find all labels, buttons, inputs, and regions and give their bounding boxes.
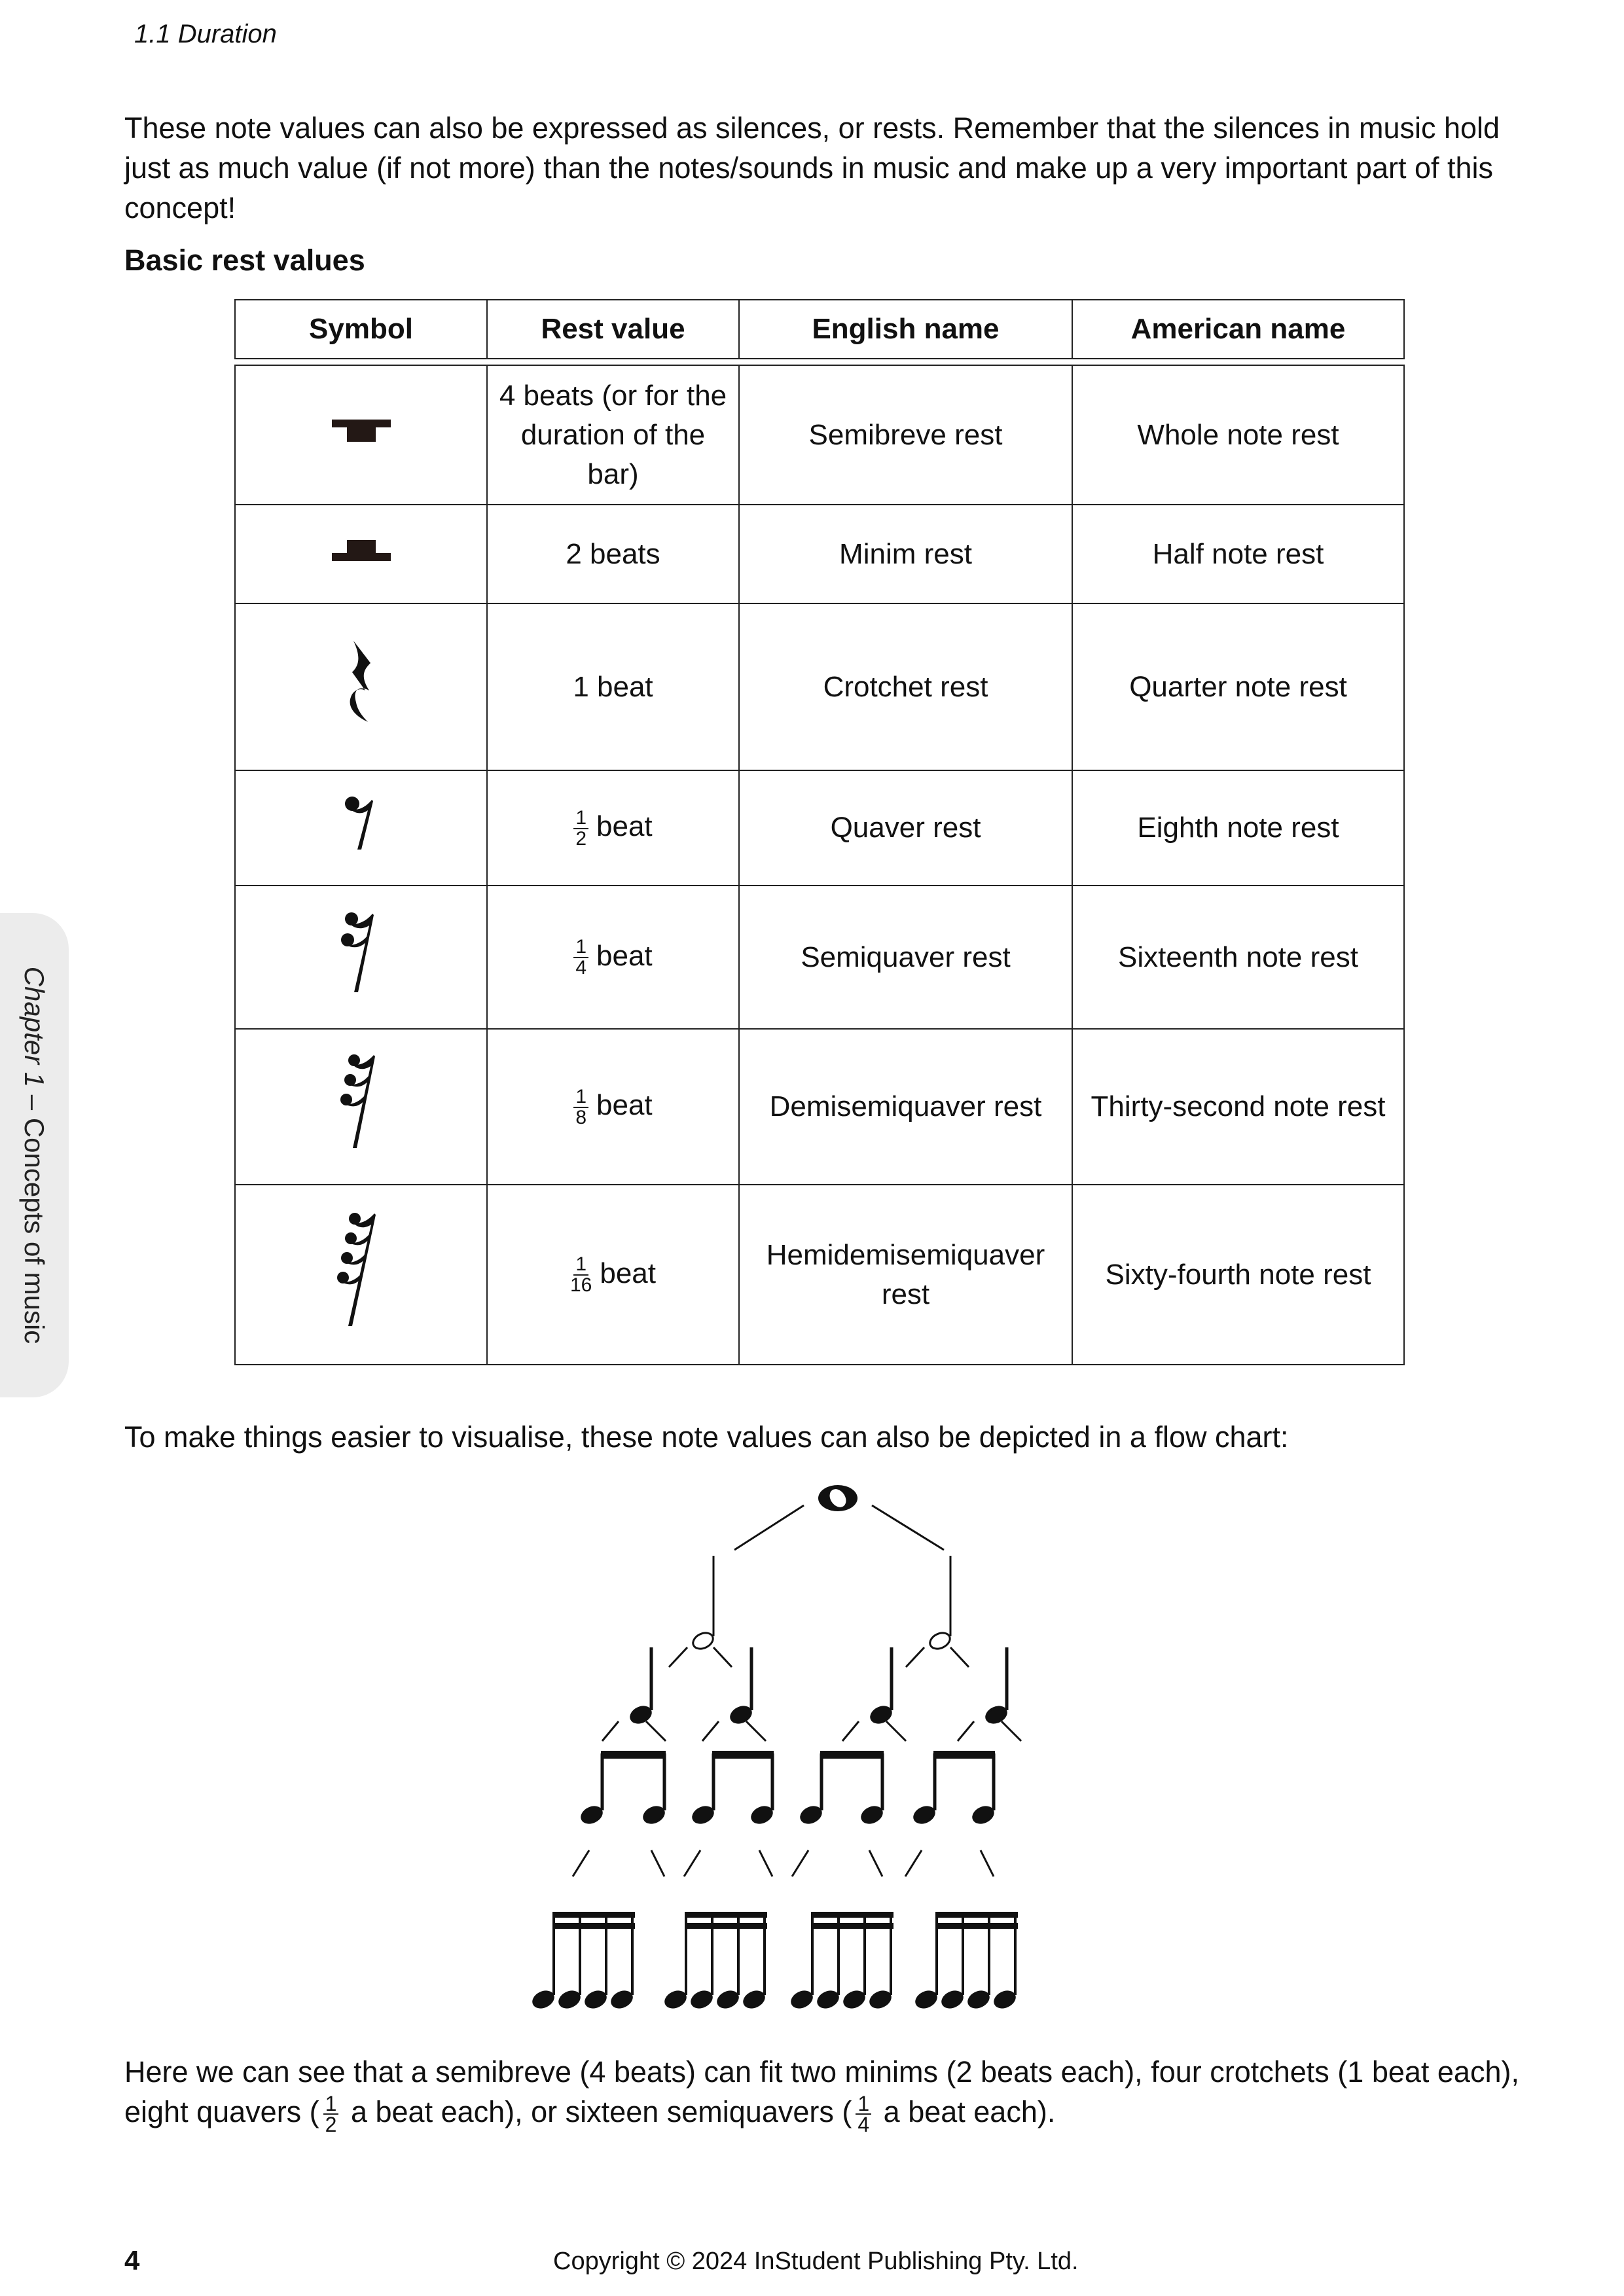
- english-name-cell: Minim rest: [738, 504, 1072, 603]
- intro-paragraph: These note values can also be expressed as silences, or rests. Remember that the silences in music hold just as much value (if not more) than the notes/sounds in music and make up a very important part of this concept!: [124, 111, 1500, 224]
- rest-value-cell: 2 beats: [486, 504, 738, 603]
- note-value-flowchart: [524, 1476, 1100, 2019]
- quaver-note-icon: [749, 1804, 774, 1825]
- beam: [685, 1912, 767, 1918]
- american-name-cell: Eighth note rest: [1072, 770, 1405, 885]
- minim-note-icon: [691, 1630, 715, 1651]
- connector-line: [950, 1647, 969, 1667]
- section-heading: Basic rest values: [124, 243, 365, 277]
- beam: [552, 1923, 635, 1929]
- beam: [935, 1923, 1018, 1929]
- connector-line: [906, 1647, 924, 1667]
- fraction-denominator: 2: [575, 827, 587, 850]
- fraction-numerator: 1: [573, 1255, 588, 1276]
- connector-line: [958, 1721, 974, 1741]
- quaver-note-icon: [799, 1804, 823, 1825]
- rest-value-unit: beat: [596, 810, 653, 843]
- beam: [685, 1923, 767, 1929]
- connector-line: [1001, 1721, 1021, 1741]
- quaver-note-icon: [579, 1804, 604, 1825]
- chapter-number: Chapter 1: [19, 966, 50, 1088]
- running-head: 1.1 Duration: [134, 20, 277, 48]
- connector-line: [981, 1850, 994, 1876]
- symbol-cell: [234, 770, 486, 885]
- column-header-symbol: Symbol: [234, 299, 486, 359]
- symbol-cell: [234, 504, 486, 603]
- connector-line: [886, 1721, 906, 1741]
- fraction: [573, 937, 588, 978]
- beam: [935, 1912, 1018, 1918]
- rest-values-table: [234, 299, 1405, 1365]
- english-name-cell: Semibreve rest: [738, 365, 1072, 504]
- semiquaver-note-icon: [816, 1988, 840, 2010]
- beam: [712, 1751, 774, 1759]
- table-row: [234, 885, 1405, 1028]
- column-header-english-name: English name: [738, 299, 1072, 359]
- chapter-separator: –: [19, 1087, 50, 1118]
- fraction-half: [323, 2092, 339, 2137]
- connector-line: [869, 1850, 882, 1876]
- semiquaver-note-icon: [689, 1988, 714, 2010]
- semiquaver-note-icon: [531, 1988, 556, 2010]
- semibreve-rest-icon: [329, 418, 394, 444]
- chapter-title: Concepts of music: [19, 1117, 50, 1344]
- fraction-quarter: [856, 2092, 871, 2137]
- symbol-cell: [234, 603, 486, 770]
- quaver-note-icon: [859, 1804, 884, 1825]
- english-name-cell: Semiquaver rest: [738, 885, 1072, 1028]
- american-name-cell: Thirty-second note rest: [1072, 1028, 1405, 1184]
- summary-part-1: Here we can see that a semibreve (4 beats) can fit two minims (2 beats each), four crotchets (1 beat each), eight quavers (: [124, 2055, 1519, 2128]
- rest-value-unit: beat: [596, 939, 653, 972]
- american-name-cell: Sixty-fourth note rest: [1072, 1184, 1405, 1365]
- beam: [552, 1912, 635, 1918]
- semiquaver-note-icon: [914, 1988, 939, 2010]
- column-header-american-name: American name: [1072, 299, 1405, 359]
- rest-value-cell: 4 beats (or for the duration of the bar): [486, 365, 738, 504]
- english-name-cell: Hemidemisemiquaver rest: [738, 1184, 1072, 1365]
- fraction-denominator: 2: [325, 2113, 337, 2137]
- fraction-denominator: 16: [569, 1274, 592, 1297]
- connector-line: [684, 1850, 700, 1876]
- minim-note-icon: [928, 1630, 952, 1651]
- connector-line: [842, 1721, 859, 1741]
- american-name-cell: Sixteenth note rest: [1072, 885, 1405, 1028]
- copyright: Copyright © 2024 InStudent Publishing Pty. Ltd.: [553, 2248, 1079, 2275]
- beam: [811, 1923, 893, 1929]
- connector-line: [602, 1721, 619, 1741]
- fraction-numerator: 1: [573, 1087, 588, 1108]
- minim-rest-icon: [329, 537, 394, 564]
- table-header-row: [234, 299, 1405, 359]
- summary-paragraph: [124, 2052, 1532, 2137]
- summary-part-3: a beat each).: [875, 2095, 1056, 2128]
- crotchet-rest-icon: [342, 639, 381, 725]
- fraction-numerator: 1: [573, 808, 588, 829]
- fraction: [570, 1255, 592, 1295]
- flowchart-intro: To make things easier to visualise, these note values can also be depicted in a flow chart:: [124, 1420, 1289, 1454]
- connector-line: [573, 1850, 589, 1876]
- fraction: [573, 808, 588, 849]
- quaver-note-icon: [641, 1804, 666, 1825]
- crotchet-note-icon: [869, 1704, 893, 1725]
- quaver-note-icon: [971, 1804, 996, 1825]
- crotchet-note-icon: [729, 1704, 753, 1725]
- fraction-denominator: 8: [575, 1106, 587, 1128]
- connector-line: [646, 1721, 666, 1741]
- beam: [820, 1751, 884, 1759]
- crotchet-note-icon: [984, 1704, 1009, 1725]
- connector-line: [702, 1721, 719, 1741]
- connector-line: [872, 1505, 944, 1550]
- demisemiquaver-rest-icon: [338, 1052, 384, 1151]
- fraction: [573, 1087, 588, 1128]
- connector-line: [746, 1721, 766, 1741]
- connector-line: [713, 1647, 732, 1667]
- table-row: [234, 1184, 1405, 1365]
- connector-line: [792, 1850, 808, 1876]
- american-name-cell: Quarter note rest: [1072, 603, 1405, 770]
- table-row: [234, 365, 1405, 504]
- connector-line: [669, 1647, 687, 1667]
- semiquaver-note-icon: [868, 1988, 893, 2010]
- beam: [811, 1912, 893, 1918]
- fraction-numerator: 1: [323, 2094, 339, 2115]
- beam: [601, 1751, 666, 1759]
- semiquaver-note-icon: [940, 1988, 965, 2010]
- fraction-numerator: 1: [856, 2094, 871, 2115]
- semiquaver-rest-icon: [338, 910, 384, 995]
- american-name-cell: Half note rest: [1072, 504, 1405, 603]
- connector-line: [651, 1850, 664, 1876]
- quaver-rest-icon: [342, 793, 381, 852]
- rest-value-cell: [486, 1028, 738, 1184]
- semiquaver-note-icon: [742, 1988, 767, 2010]
- table-row: [234, 504, 1405, 603]
- american-name-cell: Whole note rest: [1072, 365, 1405, 504]
- crotchet-note-icon: [628, 1704, 653, 1725]
- rest-value-cell: [486, 885, 738, 1028]
- symbol-cell: [234, 1184, 486, 1365]
- semiquaver-note-icon: [663, 1988, 688, 2010]
- connector-line: [759, 1850, 772, 1876]
- connector-line: [734, 1505, 804, 1550]
- quaver-note-icon: [691, 1804, 715, 1825]
- summary-part-2: a beat each), or sixteen semiquavers (: [342, 2095, 852, 2128]
- english-name-cell: Crotchet rest: [738, 603, 1072, 770]
- table-row: [234, 603, 1405, 770]
- table-row: [234, 1028, 1405, 1184]
- rest-value-cell: [486, 1184, 738, 1365]
- rest-value-unit: beat: [596, 1089, 653, 1122]
- symbol-cell: [234, 365, 486, 504]
- rest-value-unit: beat: [600, 1257, 656, 1289]
- symbol-cell: [234, 1028, 486, 1184]
- fraction-numerator: 1: [573, 937, 588, 958]
- semiquaver-note-icon: [789, 1988, 814, 2010]
- connector-line: [905, 1850, 922, 1876]
- semiquaver-note-icon: [966, 1988, 991, 2010]
- beam: [933, 1751, 995, 1759]
- semiquaver-note-icon: [715, 1988, 740, 2010]
- hemidemisemiquaver-rest-icon: [335, 1211, 388, 1329]
- semiquaver-note-icon: [609, 1988, 634, 2010]
- semiquaver-note-icon: [583, 1988, 608, 2010]
- fraction-denominator: 4: [575, 957, 587, 979]
- semiquaver-note-icon: [557, 1988, 582, 2010]
- rest-value-cell: [486, 770, 738, 885]
- table-row: [234, 770, 1405, 885]
- column-header-rest-value: Rest value: [486, 299, 738, 359]
- english-name-cell: Quaver rest: [738, 770, 1072, 885]
- rest-value-cell: 1 beat: [486, 603, 738, 770]
- symbol-cell: [234, 885, 486, 1028]
- semiquaver-note-icon: [842, 1988, 867, 2010]
- semiquaver-note-icon: [992, 1988, 1017, 2010]
- fraction-denominator: 4: [857, 2113, 870, 2137]
- chapter-side-tab-label: [18, 967, 50, 1344]
- english-name-cell: Demisemiquaver rest: [738, 1028, 1072, 1184]
- page-number: 4: [124, 2245, 140, 2276]
- quaver-note-icon: [912, 1804, 937, 1825]
